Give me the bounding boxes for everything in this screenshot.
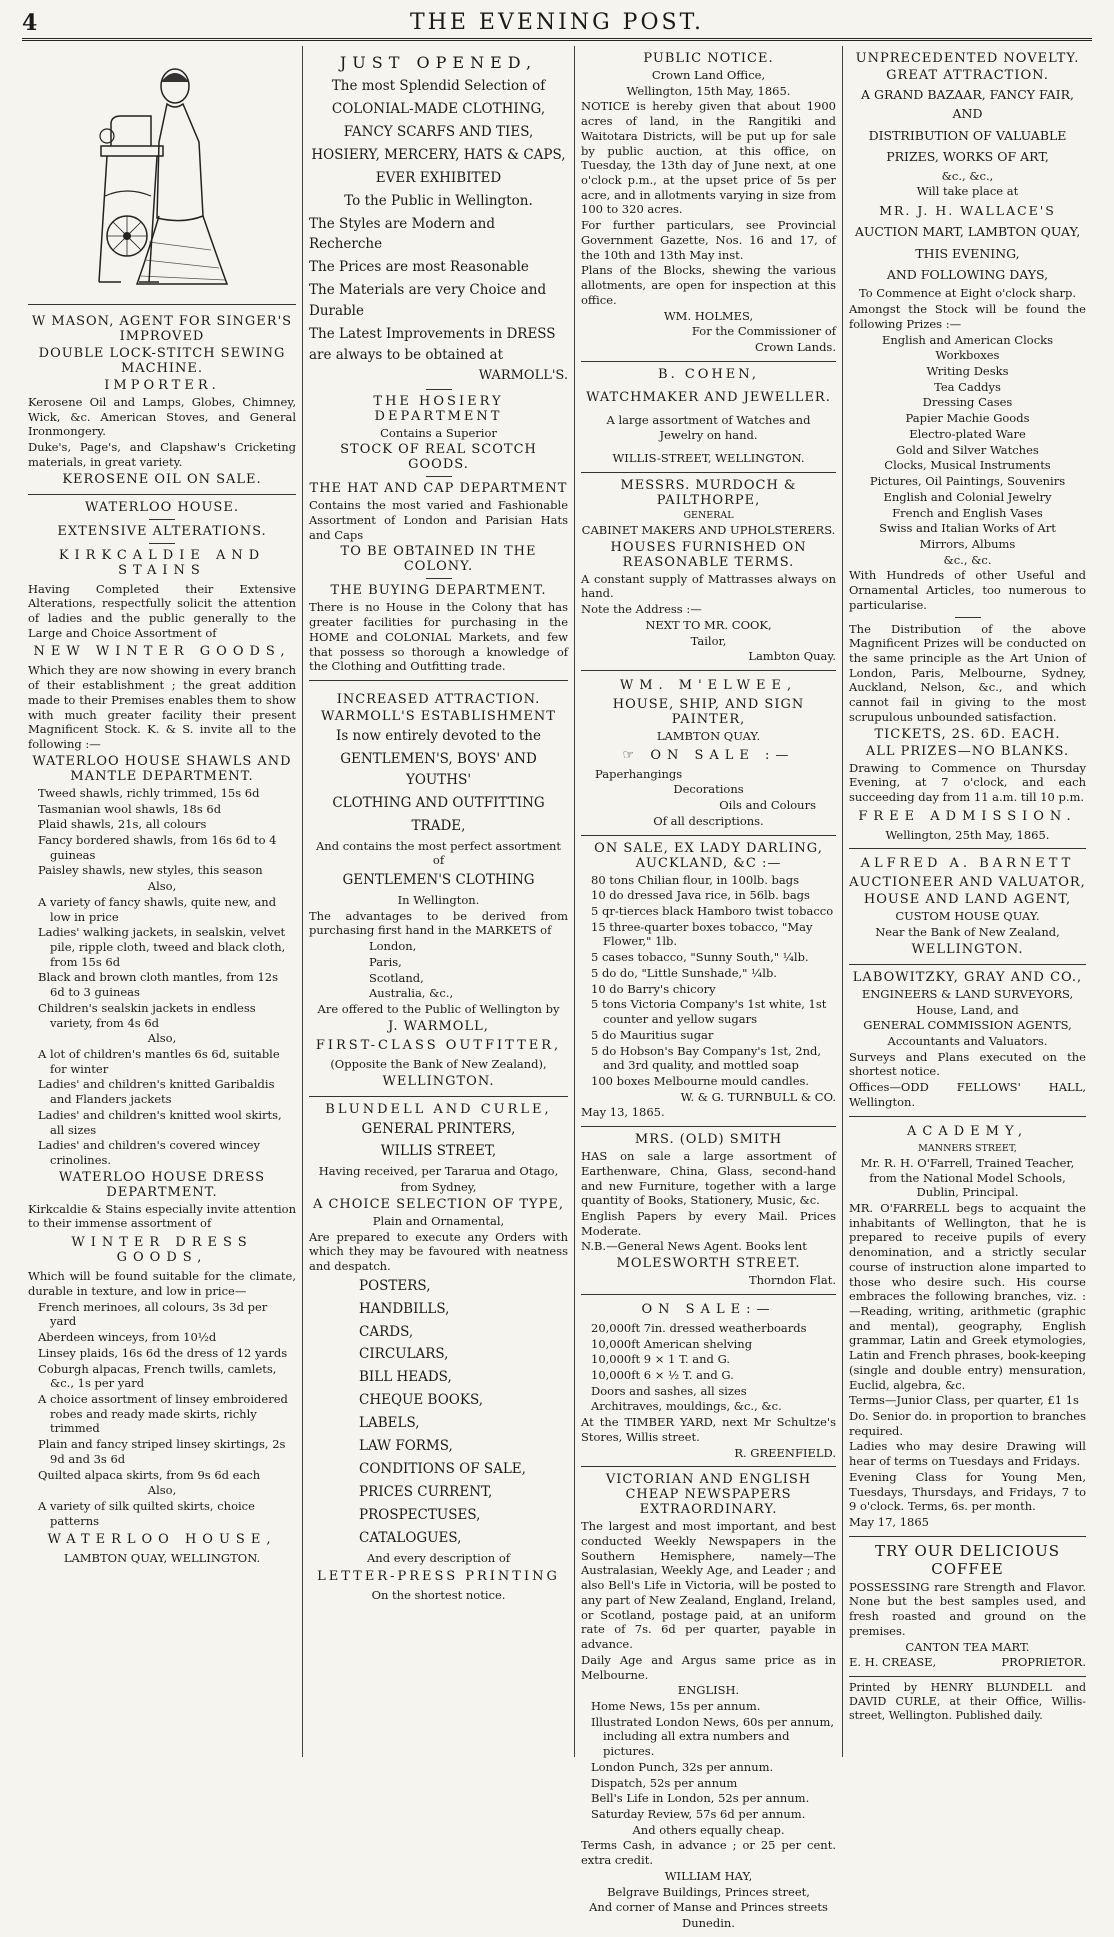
murdoch-ad xyxy=(581,473,836,671)
list-item: A variety of silk quilted skirts, choice patterns xyxy=(38,1498,255,1528)
coffee-heading: TRY OUR DELICIOUS COFFEE xyxy=(875,1541,1060,1578)
market-item: Paris, xyxy=(369,954,402,969)
coffee-name: E. H. CREASE, xyxy=(849,1655,937,1670)
labowitzky-role: House, Land, and xyxy=(916,1002,1019,1017)
wallace-line: PRIZES, WORKS OF ART, xyxy=(886,149,1049,165)
waterloo-intro: Having Completed their Extensive Alterations, respectfully solicit the attention of ladies and the public generally to the Large and Choice Assortment of xyxy=(28,581,296,640)
labowitzky-role: Accountants and Valuators. xyxy=(887,1034,1048,1049)
increased-sub: WARMOLL'S ESTABLISHMENT xyxy=(321,709,556,725)
public-heading: PUBLIC NOTICE. xyxy=(643,51,774,66)
list-item: CATALOGUES, xyxy=(359,1529,462,1546)
smith-flat: Thorndon Flat. xyxy=(748,1273,836,1288)
list-item: English and Colonial Jewelry xyxy=(883,489,1052,504)
turnbull-date: May 13, 1865. xyxy=(581,1105,665,1120)
hosiery-line: STOCK OF REAL SCOTCH GOODS. xyxy=(340,442,537,473)
market-item: London, xyxy=(369,939,417,954)
wallace-line: MR. J. H. WALLACE'S xyxy=(879,202,1056,218)
wallace-amongst: Amongst the Stock will be found the following Prizes :— xyxy=(849,302,1086,331)
increased-gents: GENTLEMEN'S CLOTHING xyxy=(342,872,535,889)
list-item: Ladies' and children's knitted Garibaldis and Flanders jackets xyxy=(38,1077,275,1107)
warmoll-line: FANCY SCARFS AND TIES, xyxy=(343,123,534,140)
barnett-ad xyxy=(849,849,1086,964)
list-item: CIRCULARS, xyxy=(359,1346,449,1363)
academy-drawing: Ladies who may desire Drawing will hear of terms on Tuesdays and Fridays. xyxy=(849,1439,1086,1469)
list-item: &c., &c. xyxy=(943,552,992,567)
labowitzky-surveys: Surveys and Plans executed on the shortest notice. xyxy=(849,1049,1086,1079)
list-item: French and English Vases xyxy=(892,505,1043,520)
coffee-proprietor xyxy=(849,1655,1086,1670)
mcelwee-addr: LAMBTON QUAY. xyxy=(656,729,761,743)
list-item: Bell's Life in London, 52s per annum. xyxy=(591,1791,810,1806)
smith-street: MOLESWORTH STREET. xyxy=(616,1256,801,1272)
list-item: Also, xyxy=(147,1031,177,1046)
woman-at-sewing-machine-icon xyxy=(87,46,237,296)
list-item: Doors and sashes, all sizes xyxy=(591,1383,747,1398)
list-item: Of all descriptions. xyxy=(653,813,764,828)
prizes-list xyxy=(849,333,1086,568)
wallace-heading: UNPRECEDENTED NOVELTY. xyxy=(855,51,1080,66)
barnett-heading: ALFRED A. BARNETT xyxy=(860,856,1075,872)
page-number: 4 xyxy=(22,10,38,36)
list-item: LAW FORMS, xyxy=(359,1438,453,1455)
blundell-heading: BLUNDELL AND CURLE, xyxy=(325,1101,552,1117)
market-item: Australia, &c., xyxy=(369,986,454,1001)
list-item: Dispatch, 52s per annum xyxy=(591,1775,738,1790)
increased-outfitter: FIRST-CLASS OUTFITTER, xyxy=(315,1037,562,1053)
public-sig-2: For the Commissioner of xyxy=(691,324,836,339)
coffee-mart: CANTON TEA MART. xyxy=(905,1639,1030,1654)
warmoll-point: The Styles are Modern and Recherche xyxy=(309,215,495,253)
list-item: 100 boxes Melbourne mould candles. xyxy=(591,1073,810,1088)
dress-intro: Kirkcaldie & Stains especially invite attention to their immense assortment of xyxy=(28,1201,296,1231)
mcelwee-heading: WM. M'ELWEE, xyxy=(619,678,798,693)
warmoll-line: EVER EXHIBITED xyxy=(375,169,502,186)
smith-nb: N.B.—General News Agent. Books lent xyxy=(581,1239,807,1254)
murdoch-tailor: Tailor, xyxy=(690,633,727,648)
warmoll-point: The Prices are most Reasonable xyxy=(309,259,529,276)
increased-name: J. WARMOLL, xyxy=(388,1018,489,1034)
murdoch-general: GENERAL xyxy=(683,509,734,521)
coffee-prop: PROPRIETOR. xyxy=(1001,1655,1086,1670)
waterloo-footer-2: LAMBTON QUAY, WELLINGTON. xyxy=(63,1551,261,1566)
singer-body-1: Kerosene Oil and Lamps, Globes, Chimney, Wick, &c. American Stoves, and General Ironmongery. xyxy=(28,395,296,439)
public-office: Crown Land Office, xyxy=(651,68,766,82)
wallace-sub: GREAT ATTRACTION. xyxy=(886,68,1049,83)
hay-body: The largest and most important, and best conducted Weekly Newspapers in the Southern Hemisphere, namely—The Australasian, Weekly Age, and Leader ; and also Bell's Life in Victoria, will be posted to any part of New Zealand, England, Ireland, or Scotland, postage paid, at an uniform rate of 7s. 6d per quarter, payable in advance. xyxy=(581,1519,836,1652)
singer-footer: KEROSENE OIL ON SALE. xyxy=(62,471,262,487)
blundell-every: And every description of xyxy=(367,1550,510,1565)
increased-line: GENTLEMEN'S, BOYS' AND YOUTHS' xyxy=(340,751,537,788)
list-item: Also, xyxy=(147,879,177,894)
waterloo-goods-text: Which they are now showing in every branch of their establishment ; the great addition made to their Premises enables them to show with much greater facility their present Magnificent Stock. K. & S. invite all to the following :— xyxy=(28,663,296,752)
list-item: Writing Desks xyxy=(926,364,1009,379)
list-item: Ladies' and children's knitted wool skirts, all sizes xyxy=(38,1107,282,1137)
academy-ad xyxy=(849,1117,1086,1537)
sewing-machine-illustration xyxy=(28,46,296,305)
list-item: Workboxes xyxy=(935,348,1000,363)
list-item: LABELS, xyxy=(359,1415,420,1432)
list-item: 15 three-quarter boxes tobacco, "May Flower," 1lb. xyxy=(591,919,813,949)
blundell-street: WILLIS STREET, xyxy=(380,1143,497,1160)
list-item: London Punch, 32s per annum. xyxy=(591,1759,774,1774)
mcelwee-trade: HOUSE, SHIP, AND SIGN PAINTER, xyxy=(612,697,805,727)
blundell-received: Having received, per Tararua and Otago, xyxy=(318,1164,559,1179)
warmoll-sig: WARMOLL'S. xyxy=(478,367,568,383)
turnbull-sig: W. & G. TURNBULL & CO. xyxy=(680,1089,836,1104)
wallace-line: AUCTION MART, LAMBTON QUAY, xyxy=(854,224,1081,240)
murdoch-houses: HOUSES FURNISHED ON REASONABLE TERMS. xyxy=(610,539,807,570)
academy-street: MANNERS STREET, xyxy=(918,1142,1017,1154)
buying-head: THE BUYING DEPARTMENT. xyxy=(330,583,547,599)
hat-line: TO BE OBTAINED IN THE COLONY. xyxy=(340,544,537,575)
blundell-plain: Plain and Ornamental, xyxy=(372,1213,505,1228)
list-item: 5 cases tobacco, "Sunny South," ¼lb. xyxy=(591,950,809,965)
murdoch-supply: A constant supply of Mattrasses always on hand. xyxy=(581,571,836,601)
column-1 xyxy=(22,46,302,1757)
list-item: Children's sealskin jackets in endless variety, from 4s 6d xyxy=(38,1000,256,1030)
wallace-line: THIS EVENING, xyxy=(915,245,1020,261)
dress-goods: WINTER DRESS GOODS, xyxy=(71,1235,253,1266)
list-item: 20,000ft 7in. dressed weatherboards xyxy=(591,1320,807,1335)
list-item: A choice assortment of linsey embroidered robes and ready made skirts, richly trimmed xyxy=(38,1391,288,1436)
market-item: Scotland, xyxy=(369,970,424,985)
murdoch-heading: MESSRS. MURDOCH & PAILTHORPE, xyxy=(620,477,797,508)
list-item: 80 tons Chilian flour, in 100lb. bags xyxy=(591,872,800,887)
list-item: English and American Clocks xyxy=(881,332,1054,347)
blundell-curle-ad xyxy=(309,1097,568,1610)
waterloo-sub: EXTENSIVE ALTERATIONS. xyxy=(57,523,267,539)
academy-teacher: Mr. R. H. O'Farrell, Trained Teacher, from the National Model Schools, Dublin, Principal. xyxy=(860,1155,1075,1200)
list-item: Pictures, Oil Paintings, Souvenirs xyxy=(869,474,1066,489)
cohen-text-1: A large assortment of Watches and xyxy=(606,412,811,427)
barnett-role: AUCTIONEER AND VALUATOR, xyxy=(849,875,1086,891)
public-date: Wellington, 15th May, 1865. xyxy=(626,83,791,98)
list-item: Decorations xyxy=(673,782,744,797)
labowitzky-ad xyxy=(849,965,1086,1117)
list-item: 10,000ft American shelving xyxy=(591,1336,753,1351)
mcelwee-onsale: ☞ ON SALE :— xyxy=(622,747,795,763)
list-item: CARDS, xyxy=(359,1323,414,1340)
shawls-list xyxy=(28,786,296,1168)
singer-agent-ad xyxy=(28,305,296,495)
warmoll-line: The most Splendid Selection of xyxy=(331,78,546,94)
blundell-choice: A CHOICE SELECTION OF TYPE, xyxy=(312,1196,565,1212)
wallace-distribution: The Distribution of the above Magnificent Prizes will be conducted on the same principle as the Art Union of London, Paris, Melbourne, Sydney, Auckland, Nelson, &c., and which cannot fail in giving to the most scrupulous unbounded satisfaction. xyxy=(849,621,1086,724)
hay-terms: Terms Cash, in advance ; or 25 per cent. extra credit. xyxy=(581,1838,836,1868)
list-item: 5 tons Victoria Company's 1st white, 1st counter and yellow sugars xyxy=(591,997,827,1027)
wallace-bazaar-ad xyxy=(849,46,1086,849)
blundell-lp: LETTER-PRESS PRINTING xyxy=(317,1569,560,1585)
public-sig: WM. HOLMES, xyxy=(663,308,754,323)
increased-line: Is now entirely devoted to the xyxy=(335,728,541,745)
list-item: A variety of fancy shawls, quite new, and low in price xyxy=(38,894,277,924)
list-item: CONDITIONS OF SALE, xyxy=(359,1461,526,1478)
barnett-agent: HOUSE AND LAND AGENT, xyxy=(863,892,1072,908)
wallace-prizes-line: ALL PRIZES—NO BLANKS. xyxy=(865,743,1070,759)
list-item: 10 do dressed Java rice, in 56lb. bags xyxy=(591,888,810,903)
list-item: Paisley shawls, new styles, this season xyxy=(38,863,263,878)
wallace-line: &c., &c., xyxy=(941,168,994,183)
list-item: 5 do Hobson's Bay Company's 1st, 2nd, and 3rd quality, and mottled soap xyxy=(591,1043,821,1073)
mcelwee-ad xyxy=(581,671,836,836)
smith-heading: MRS. (OLD) SMITH xyxy=(634,1132,783,1148)
buying-text: There is no House in the Colony that has greater facilities for purchasing in the HOME and COLONIAL Markets, and few that possess so thorough a knowledge of the Clothing and Outfitting trade. xyxy=(309,600,568,674)
warmoll-heading: JUST OPENED, xyxy=(339,53,538,72)
list-item: French merinoes, all colours, 3s 3d per yard xyxy=(38,1299,268,1329)
smith-papers: English Papers by every Mail. Prices Moderate. xyxy=(581,1208,836,1238)
list-item: Aberdeen winceys, from 10½d xyxy=(38,1330,217,1345)
list-item: And others equally cheap. xyxy=(632,1822,785,1837)
increased-heading: INCREASED ATTRACTION. xyxy=(336,692,541,708)
column-4 xyxy=(842,46,1092,1757)
list-item: Tasmanian wool shawls, 18s 6d xyxy=(38,801,222,816)
list-item: Electro-plated Ware xyxy=(909,426,1026,441)
printing-list xyxy=(359,1276,568,1549)
column-2 xyxy=(302,46,574,1757)
hay-sig: WILLIAM HAY, xyxy=(664,1868,753,1883)
singer-line-1: W MASON, AGENT FOR SINGER'S IMPROVED xyxy=(31,314,293,344)
increased-line: CLOTHING AND OUTFITTING xyxy=(332,794,545,811)
warmoll-point: The Latest Improvements in DRESS are always to be obtained at xyxy=(309,326,556,364)
labowitzky-heading: LABOWITZKY, GRAY AND CO., xyxy=(852,969,1083,985)
cohen-ad xyxy=(581,362,836,473)
turnbull-list xyxy=(581,873,836,1089)
barnett-addr: CUSTOM HOUSE QUAY. xyxy=(895,909,1040,924)
masthead xyxy=(22,8,1092,41)
academy-body: MR. O'FARRELL begs to acquaint the inhabitants of Wellington, that he is prepared to receive pupils of every denomination, and a strictly secular course of instruction alone imparted to those who desire such. His course embraces the following branches, viz. :—Reading, writing, arithmetic (graphic and mental), geography, English grammar, Latin and Greek etymologies, Latin and French phrases, book-keeping (single and double entry) mensuration, Euclid, algebra, &c. xyxy=(849,1200,1086,1392)
turnbull-ad xyxy=(581,836,836,1128)
warmoll-line: COLONIAL-MADE CLOTHING, xyxy=(331,100,546,117)
list-item: Black and brown cloth mantles, from 12s 6d to 3 guineas xyxy=(38,970,279,1000)
list-item: CHEQUE BOOKS, xyxy=(359,1392,483,1409)
blundell-sub: GENERAL PRINTERS, xyxy=(361,1120,516,1137)
list-item: 10 do Barry's chicory xyxy=(591,981,716,996)
wallace-date: Wellington, 25th May, 1865. xyxy=(885,827,1050,842)
murdoch-quay: Lambton Quay. xyxy=(748,649,836,664)
list-item: Fancy bordered shawls, from 16s 6d to 4 guineas xyxy=(38,832,277,862)
academy-date: May 17, 1865 xyxy=(849,1515,929,1530)
hay-heading: VICTORIAN AND ENGLISH CHEAP NEWSPAPERS EXTRAORDINARY. xyxy=(605,1472,812,1518)
blundell-prepared: Are prepared to execute any Orders with which they may be favoured with neatness and despatch. xyxy=(309,1229,568,1273)
wallace-line: DISTRIBUTION OF VALUABLE xyxy=(868,127,1067,143)
dress-head: WATERLOO HOUSE DRESS DEPARTMENT. xyxy=(58,1169,266,1200)
barnett-near: Near the Bank of New Zealand, xyxy=(875,925,1060,940)
list-item: BILL HEADS, xyxy=(359,1369,452,1386)
public-body: NOTICE is hereby given that about 1900 acres of land, in the Rangitiki and Waitotara Districts, will be put up for sale by public auction, at this office, on Tuesday, the 13th day of June next, at one o'clock p.m., at the upset price of 5s per acre, and in allotments varying in size from 100 to 320 acres. xyxy=(581,99,836,217)
hay-english: ENGLISH. xyxy=(677,1683,740,1698)
hay-addr-2: And corner of Manse and Princes streets xyxy=(589,1900,828,1915)
blundell-from: from Sydney, xyxy=(400,1180,477,1195)
smith-ad xyxy=(581,1127,836,1295)
greenfield-heading: ON SALE:— xyxy=(641,1301,776,1317)
list-item: Oils and Colours xyxy=(719,798,816,813)
hosiery-sub: Contains a Superior xyxy=(380,425,497,440)
list-item: Architraves, mouldings, &c., &c. xyxy=(591,1399,782,1414)
labowitzky-role: GENERAL COMMISSION AGENTS, xyxy=(863,1018,1072,1033)
list-item: Also, xyxy=(147,1483,177,1498)
increased-city: WELLINGTON. xyxy=(382,1073,495,1089)
dress-text: Which will be found suitable for the climate, durable in texture, and low in price— xyxy=(28,1269,296,1298)
cohen-trade: WATCHMAKER AND JEWELLER. xyxy=(586,389,831,405)
warmoll-point: The Materials are very Choice and Durable xyxy=(309,282,547,320)
warmoll-line: To the Public in Wellington. xyxy=(344,192,533,209)
wallace-hundreds: With Hundreds of other Useful and Ornamental Articles, too numerous to particularise. xyxy=(849,568,1086,612)
column-3 xyxy=(574,46,842,1930)
singer-body-2: Duke's, Page's, and Clapshaw's Cricketing materials, in great variety. xyxy=(28,440,296,469)
list-item: PROSPECTUSES, xyxy=(359,1506,481,1523)
turnbull-heading: ON SALE, EX LADY DARLING, AUCKLAND, &C :— xyxy=(594,840,823,871)
list-item: PRICES CURRENT, xyxy=(359,1483,493,1500)
murdoch-note: Note the Address :— xyxy=(581,602,702,617)
list-item: Ladies' and children's covered wincey crinolines. xyxy=(38,1138,260,1168)
list-item: Quilted alpaca skirts, from 9s 6d each xyxy=(38,1467,261,1482)
list-item: Clocks, Musical Instruments xyxy=(884,458,1051,473)
hat-text: Contains the most varied and Fashionable Assortment of London and Parisian Hats and Caps xyxy=(309,498,568,542)
wallace-free: FREE ADMISSION. xyxy=(858,808,1077,824)
public-notice-ad xyxy=(581,46,836,362)
warmoll-line: HOSIERY, MERCERY, HATS & CAPS, xyxy=(311,146,566,163)
waterloo-house-ad xyxy=(28,495,296,1573)
dress-list xyxy=(28,1300,296,1529)
list-item: Swiss and Italian Works of Art xyxy=(879,521,1056,536)
blundell-notice: On the shortest notice. xyxy=(371,1588,506,1603)
warmoll-ad xyxy=(309,46,568,681)
list-item: 10,000ft 9 × 1 T. and G. xyxy=(591,1352,731,1367)
list-item: Illustrated London News, 60s per annum, including all extra numbers and pictures. xyxy=(591,1714,835,1759)
labowitzky-offices: Offices—ODD FELLOWS' HALL, Wellington. xyxy=(849,1080,1086,1109)
william-hay-ad xyxy=(581,1467,836,1936)
waterloo-goods-head: NEW WINTER GOODS, xyxy=(33,644,291,660)
increased-offered: Are offered to the Public of Wellington by xyxy=(317,1002,560,1017)
barnett-city: WELLINGTON. xyxy=(911,941,1024,957)
greenfield-at: At the TIMBER YARD, next Mr Schultze's Stores, Willis street. xyxy=(581,1415,836,1444)
increased-contains: And contains the most perfect assortment of xyxy=(316,838,561,868)
murdoch-next: NEXT TO MR. COOK, xyxy=(645,617,772,632)
list-item: Saturday Review, 57s 6d per annum. xyxy=(591,1806,806,1821)
wallace-line: Will take place at xyxy=(916,184,1019,199)
greenfield-sig: R. GREENFIELD. xyxy=(734,1445,836,1460)
list-item: 5 qr-tierces black Hamboro twist tobacco xyxy=(591,904,834,919)
labowitzky-role: ENGINEERS & LAND SURVEYORS, xyxy=(861,986,1074,1001)
singer-line-3: IMPORTER. xyxy=(104,378,220,393)
list-item: Ladies' walking jackets, in sealskin, velvet pile, ripple cloth, tweed and black cloth, from 15s 6d xyxy=(38,925,286,969)
academy-terms-1: Terms—Junior Class, per quarter, £1 1s xyxy=(849,1393,1079,1408)
hay-city: Dunedin. xyxy=(682,1916,735,1930)
hosiery-head: THE HOSIERY DEPARTMENT xyxy=(373,393,504,424)
singer-line-2: DOUBLE LOCK-STITCH SEWING MACHINE. xyxy=(38,346,286,376)
public-sig-3: Crown Lands. xyxy=(755,339,836,354)
public-plans: Plans of the Blocks, shewing the various allotments, are open for inspection at this office. xyxy=(581,263,836,307)
list-item: 5 do Mauritius sugar xyxy=(591,1027,714,1042)
list-item: Gold and Silver Watches xyxy=(896,442,1039,457)
coffee-body: POSSESSING rare Strength and Flavor. None but the best samples used, and fresh roasted and ground on the premises. xyxy=(849,1579,1086,1638)
hat-head: THE HAT AND CAP DEPARTMENT xyxy=(309,481,568,497)
increased-addr: (Opposite the Bank of New Zealand), xyxy=(330,1056,547,1071)
smith-body: HAS on sale a large assortment of Earthenware, China, Glass, second-hand and new Furniture, together with a large quantity of Books, Stationery, Music, &c. xyxy=(581,1149,836,1208)
increased-attraction-ad xyxy=(309,681,568,1096)
waterloo-heading: WATERLOO HOUSE. xyxy=(85,499,239,515)
list-item: Dressing Cases xyxy=(922,395,1013,410)
list-item: Tweed shawls, richly trimmed, 15s 6d xyxy=(38,785,260,800)
wallace-drawing: Drawing to Commence on Thursday Evening, at 7 o'clock, and each succeeding day from 11 a.m. till 10 p.m. xyxy=(849,760,1086,804)
wallace-tickets: TICKETS, 2S. 6D. EACH. xyxy=(874,726,1061,742)
academy-evening: Evening Class for Young Men, Tuesdays, Thursdays, and Fridays, 7 to 9 o'clock. Terms, 6s. per month. xyxy=(849,1469,1086,1514)
shawls-head: WATERLOO HOUSE SHAWLS AND MANTLE DEPARTMENT. xyxy=(32,753,292,784)
list-item: Home News, 15s per annum. xyxy=(591,1698,761,1713)
list-item: POSTERS, xyxy=(359,1277,431,1294)
list-item: 10,000ft 6 × ½ T. and G. xyxy=(591,1368,734,1382)
list-item: Plaid shawls, 21s, all colours xyxy=(38,817,207,832)
list-item: Plain and fancy striped linsey skirtings, 2s 9d and 3s 6d xyxy=(38,1437,286,1466)
imprint xyxy=(849,1677,1086,1729)
coffee-ad xyxy=(849,1537,1086,1677)
list-item: Paperhangings xyxy=(595,766,683,781)
list-item: Papier Machie Goods xyxy=(905,411,1030,426)
newspaper-title: THE EVENING POST. xyxy=(409,10,705,35)
increased-adv: The advantages to be derived from purchasing first hand in the MARKETS of xyxy=(309,908,568,938)
list-item: A lot of children's mantles 6s 6d, suitable for winter xyxy=(38,1047,280,1076)
list-item: Mirrors, Albums xyxy=(919,536,1016,551)
list-item: Coburgh alpacas, French twills, camlets, &c., 1s per yard xyxy=(38,1361,277,1391)
list-item: Linsey plaids, 16s 6d the dress of 12 yards xyxy=(38,1345,288,1360)
list-item: 5 do do, "Little Sunshade," ¼lb. xyxy=(591,965,777,980)
cohen-text-2: Jewelry on hand. xyxy=(659,428,758,443)
hay-addr-1: Belgrave Buildings, Princes street, xyxy=(607,1884,810,1899)
wallace-line: A GRAND BAZAAR, FANCY FAIR, AND xyxy=(861,87,1074,122)
increased-line: TRADE, xyxy=(411,817,466,834)
academy-heading: ACADEMY, xyxy=(907,1123,1028,1139)
list-item: Tea Caddys xyxy=(934,379,1001,394)
public-further: For further particulars, see Provincial Government Gazette, Nos. 16 and 17, of the 10th and 13th May inst. xyxy=(581,218,836,262)
list-item: HANDBILLS, xyxy=(359,1300,450,1317)
hay-daily: Daily Age and Argus same price as in Melbourne. xyxy=(581,1652,836,1682)
wallace-line: To Commence at Eight o'clock sharp. xyxy=(858,286,1077,301)
imprint-text: Printed by HENRY BLUNDELL and DAVID CURLE, at their Office, Willis-street, Wellington. Published daily. xyxy=(849,1681,1086,1723)
waterloo-firm: KIRKCALDIE AND STAINS xyxy=(58,547,266,578)
murdoch-makers: CABINET MAKERS AND UPHOLSTERERS. xyxy=(581,522,836,537)
cohen-addr: WILLIS-STREET, WELLINGTON. xyxy=(612,451,805,466)
academy-terms-2: Do. Senior do. in proportion to branches required. xyxy=(849,1409,1086,1438)
cohen-heading: B. COHEN, xyxy=(658,366,759,382)
increased-in-wgtn: In Wellington. xyxy=(397,893,480,908)
wallace-line: AND FOLLOWING DAYS, xyxy=(886,267,1049,283)
greenfield-ad xyxy=(581,1295,836,1467)
waterloo-footer-1: WATERLOO HOUSE, xyxy=(47,1532,277,1548)
